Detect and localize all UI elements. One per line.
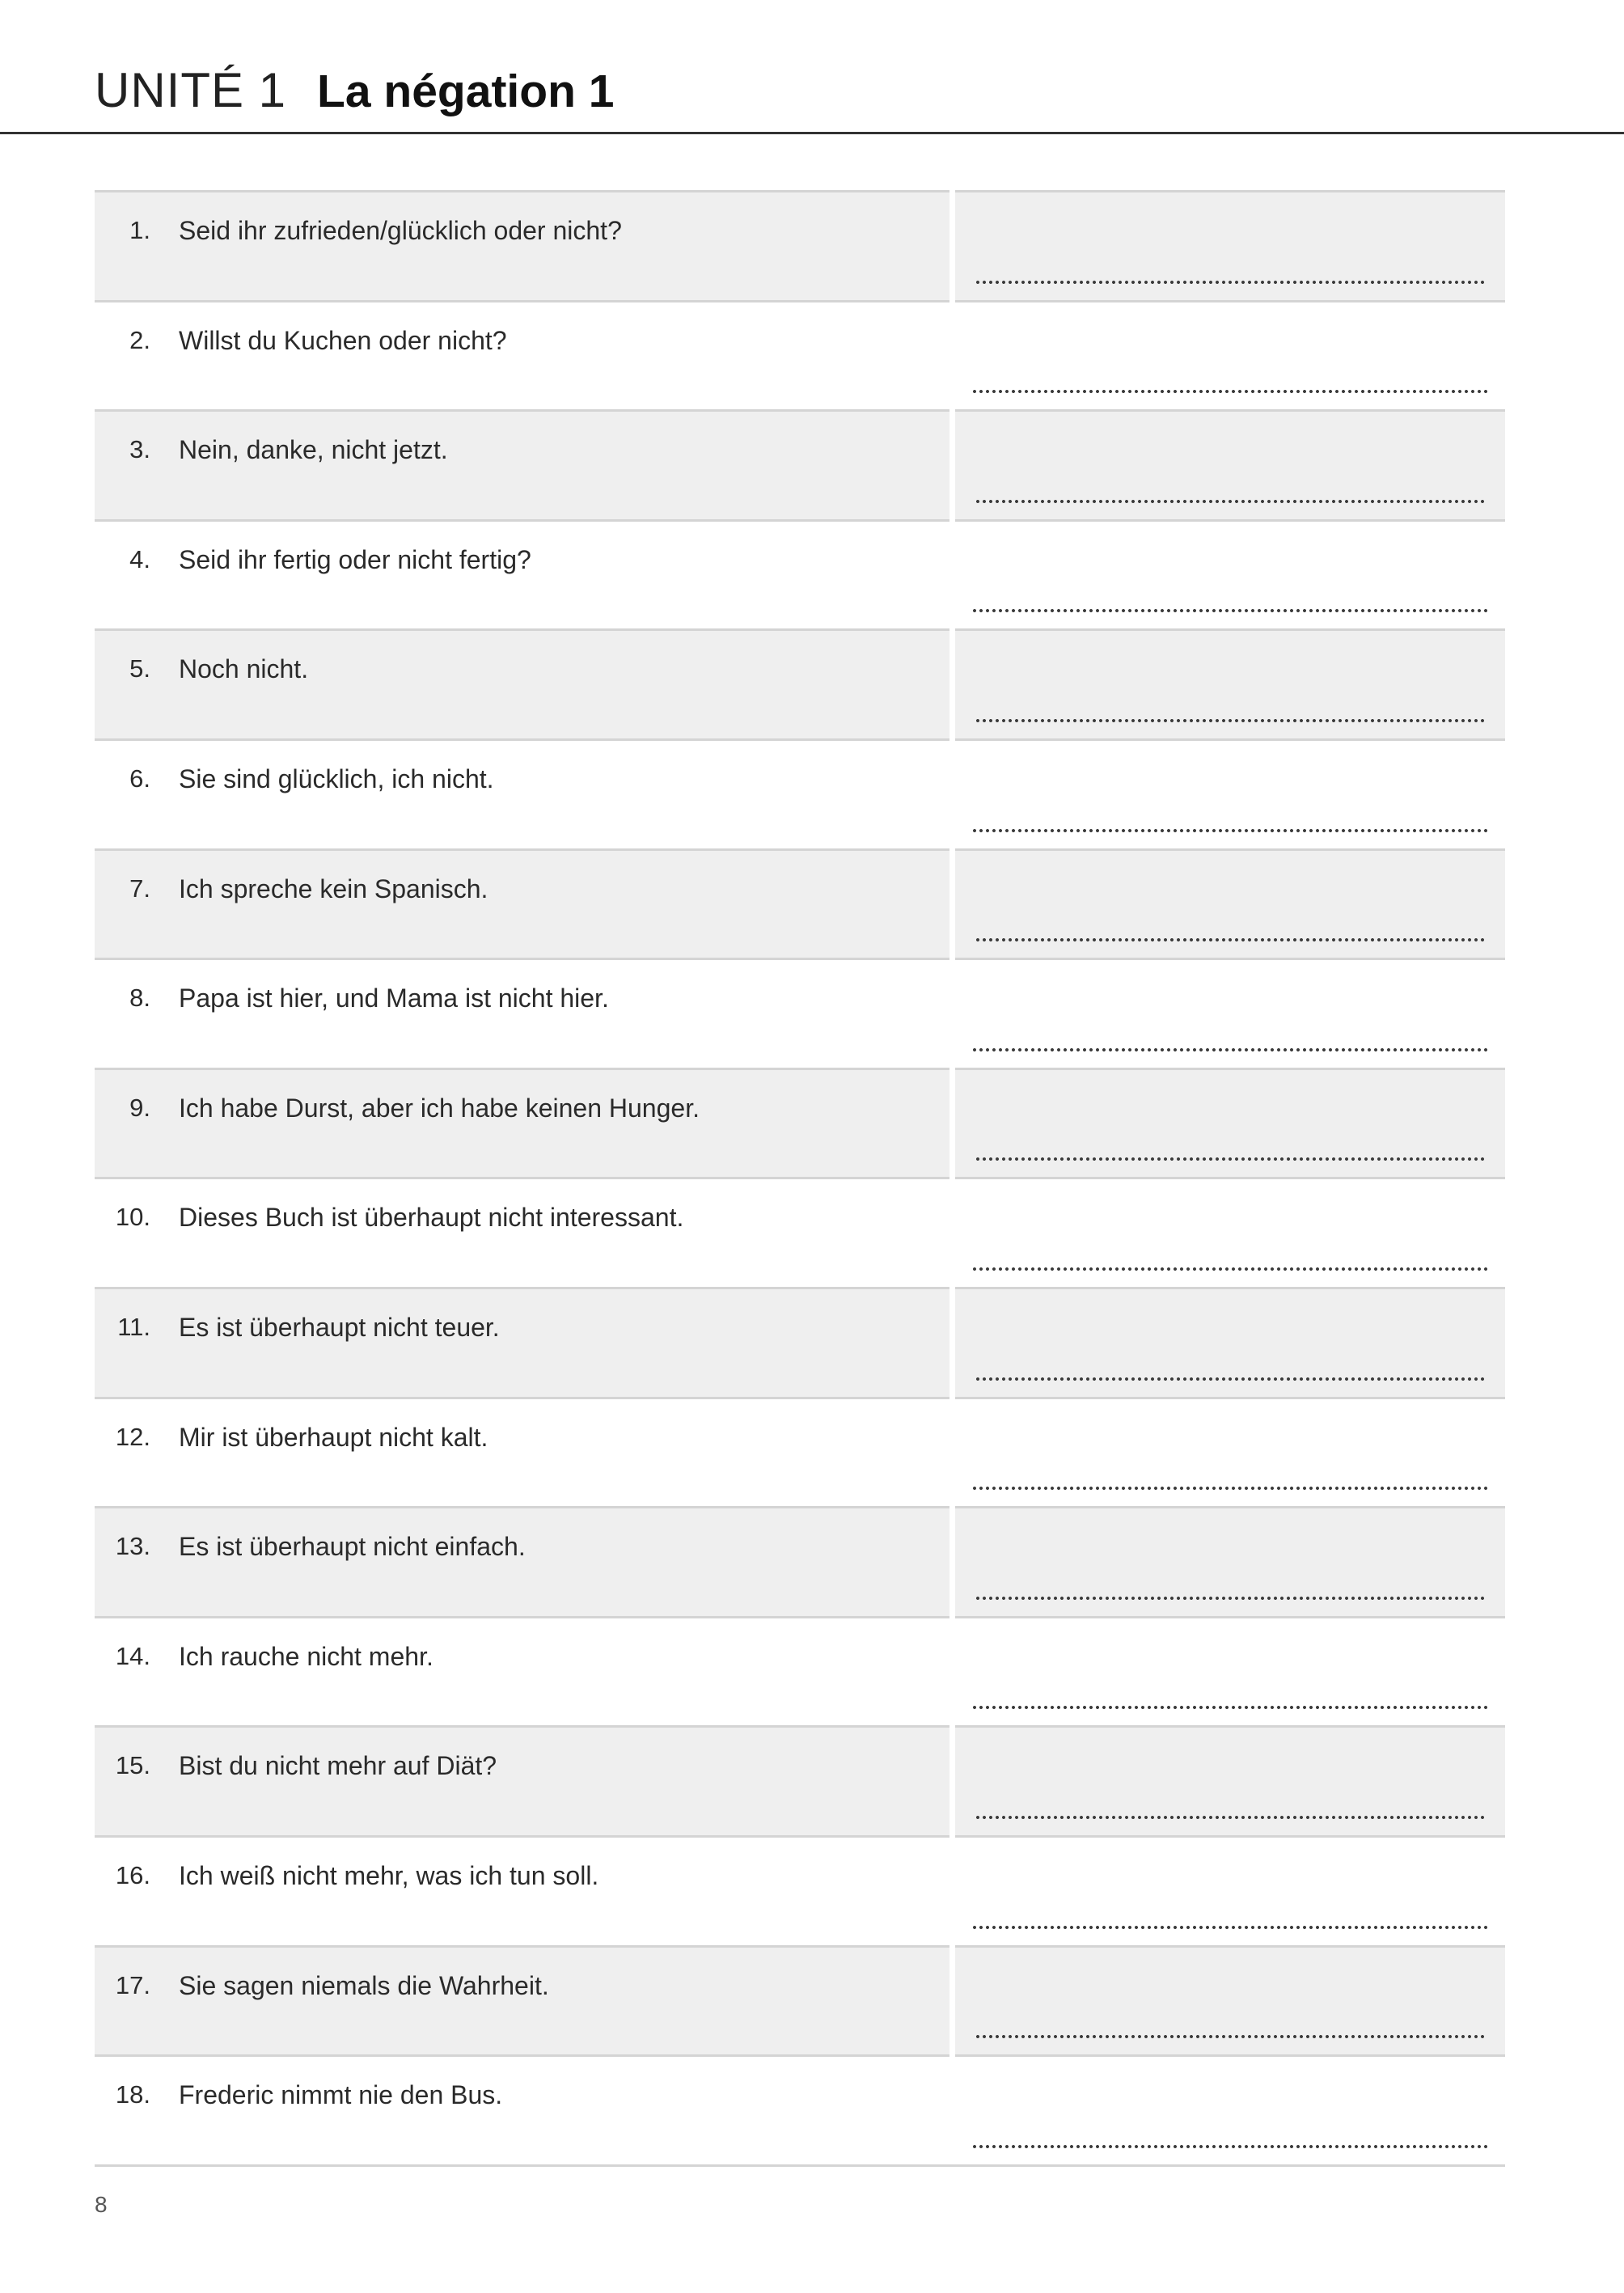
answer-cell[interactable] — [952, 411, 1505, 521]
exercise-sentence: Dieses Buch ist überhaupt nicht interessant. — [179, 1178, 952, 1288]
answer-dotted-line — [971, 1047, 1487, 1053]
answer-dotted-line — [971, 827, 1487, 834]
answer-cell[interactable] — [952, 630, 1505, 740]
exercise-sentence: Ich spreche kein Spanisch. — [179, 849, 952, 959]
exercise-row — [95, 1508, 1505, 1618]
exercise-number: 4. — [95, 520, 179, 630]
exercise-row — [95, 1288, 1505, 1398]
answer-cell[interactable] — [952, 1068, 1505, 1178]
unit-label: UNITÉ 1 — [95, 63, 287, 117]
exercise-sentence: Willst du Kuchen oder nicht? — [179, 301, 952, 411]
answer-dotted-line — [971, 388, 1487, 395]
exercise-row — [95, 520, 1505, 630]
answer-cell[interactable] — [952, 1398, 1505, 1508]
answer-cell[interactable] — [952, 2056, 1505, 2166]
answer-dotted-line — [975, 279, 1488, 286]
answer-dotted-line — [971, 2143, 1487, 2150]
exercise-sentence: Bist du nicht mehr auf Diät? — [179, 1727, 952, 1837]
exercise-row — [95, 301, 1505, 411]
exercise-sentence: Ich weiß nicht mehr, was ich tun soll. — [179, 1836, 952, 1946]
exercise-row — [95, 2056, 1505, 2166]
exercise-number: 8. — [95, 959, 179, 1069]
exercise-sentence: Mir ist überhaupt nicht kalt. — [179, 1398, 952, 1508]
exercise-row — [95, 1178, 1505, 1288]
answer-dotted-line — [975, 717, 1488, 724]
answer-cell[interactable] — [952, 301, 1505, 411]
exercise-table-body — [95, 192, 1505, 2166]
answer-cell[interactable] — [952, 739, 1505, 849]
exercise-number: 18. — [95, 2056, 179, 2166]
exercise-sentence: Sie sagen niemals die Wahrheit. — [179, 1946, 952, 2056]
exercise-sentence: Sie sind glücklich, ich nicht. — [179, 739, 952, 849]
answer-cell[interactable] — [952, 959, 1505, 1069]
exercise-sentence: Nein, danke, nicht jetzt. — [179, 411, 952, 521]
answer-dotted-line — [975, 1156, 1488, 1162]
answer-dotted-line — [975, 1814, 1488, 1821]
exercise-row — [95, 411, 1505, 521]
exercise-row — [95, 1836, 1505, 1946]
exercise-row — [95, 192, 1505, 302]
exercise-table — [95, 190, 1505, 2167]
answer-cell[interactable] — [952, 520, 1505, 630]
exercise-number: 15. — [95, 1727, 179, 1837]
exercise-sentence: Seid ihr fertig oder nicht fertig? — [179, 520, 952, 630]
exercise-number: 10. — [95, 1178, 179, 1288]
exercise-row — [95, 1617, 1505, 1727]
answer-dotted-line — [971, 1266, 1487, 1272]
exercise-sentence: Es ist überhaupt nicht teuer. — [179, 1288, 952, 1398]
answer-dotted-line — [971, 1924, 1487, 1931]
exercise-number: 13. — [95, 1508, 179, 1618]
exercise-number: 12. — [95, 1398, 179, 1508]
answer-dotted-line — [971, 607, 1487, 614]
exercise-sentence: Ich habe Durst, aber ich habe keinen Hunger. — [179, 1068, 952, 1178]
answer-cell[interactable] — [952, 849, 1505, 959]
exercise-number: 5. — [95, 630, 179, 740]
exercise-row — [95, 1398, 1505, 1508]
exercise-sentence: Ich rauche nicht mehr. — [179, 1617, 952, 1727]
answer-dotted-line — [975, 2033, 1488, 2040]
answer-cell[interactable] — [952, 1178, 1505, 1288]
exercise-number: 11. — [95, 1288, 179, 1398]
answer-dotted-line — [975, 498, 1488, 505]
answer-dotted-line — [971, 1485, 1487, 1491]
page-header — [95, 63, 615, 117]
exercise-number: 9. — [95, 1068, 179, 1178]
exercise-number: 2. — [95, 301, 179, 411]
exercise-number: 6. — [95, 739, 179, 849]
exercise-row — [95, 1727, 1505, 1837]
answer-cell[interactable] — [952, 192, 1505, 302]
exercise-number: 1. — [95, 192, 179, 302]
header-rule — [0, 132, 1624, 134]
exercise-row — [95, 959, 1505, 1069]
answer-dotted-line — [975, 1595, 1488, 1601]
lesson-title: La négation 1 — [317, 66, 615, 117]
answer-dotted-line — [975, 1376, 1488, 1382]
exercise-number: 14. — [95, 1617, 179, 1727]
exercise-table-container — [95, 190, 1505, 2167]
exercise-row — [95, 630, 1505, 740]
answer-cell[interactable] — [952, 1288, 1505, 1398]
answer-cell[interactable] — [952, 1617, 1505, 1727]
exercise-number: 7. — [95, 849, 179, 959]
exercise-sentence: Frederic nimmt nie den Bus. — [179, 2056, 952, 2166]
answer-dotted-line — [975, 937, 1488, 943]
exercise-sentence: Papa ist hier, und Mama ist nicht hier. — [179, 959, 952, 1069]
answer-cell[interactable] — [952, 1946, 1505, 2056]
exercise-sentence: Seid ihr zufrieden/glücklich oder nicht? — [179, 192, 952, 302]
exercise-row — [95, 1946, 1505, 2056]
answer-cell[interactable] — [952, 1836, 1505, 1946]
answer-cell[interactable] — [952, 1508, 1505, 1618]
exercise-number: 16. — [95, 1836, 179, 1946]
exercise-sentence: Noch nicht. — [179, 630, 952, 740]
exercise-number: 3. — [95, 411, 179, 521]
exercise-sentence: Es ist überhaupt nicht einfach. — [179, 1508, 952, 1618]
exercise-number: 17. — [95, 1946, 179, 2056]
exercise-row — [95, 1068, 1505, 1178]
answer-dotted-line — [971, 1704, 1487, 1711]
exercise-row — [95, 739, 1505, 849]
answer-cell[interactable] — [952, 1727, 1505, 1837]
page-number: 8 — [95, 2192, 108, 2217]
exercise-row — [95, 849, 1505, 959]
